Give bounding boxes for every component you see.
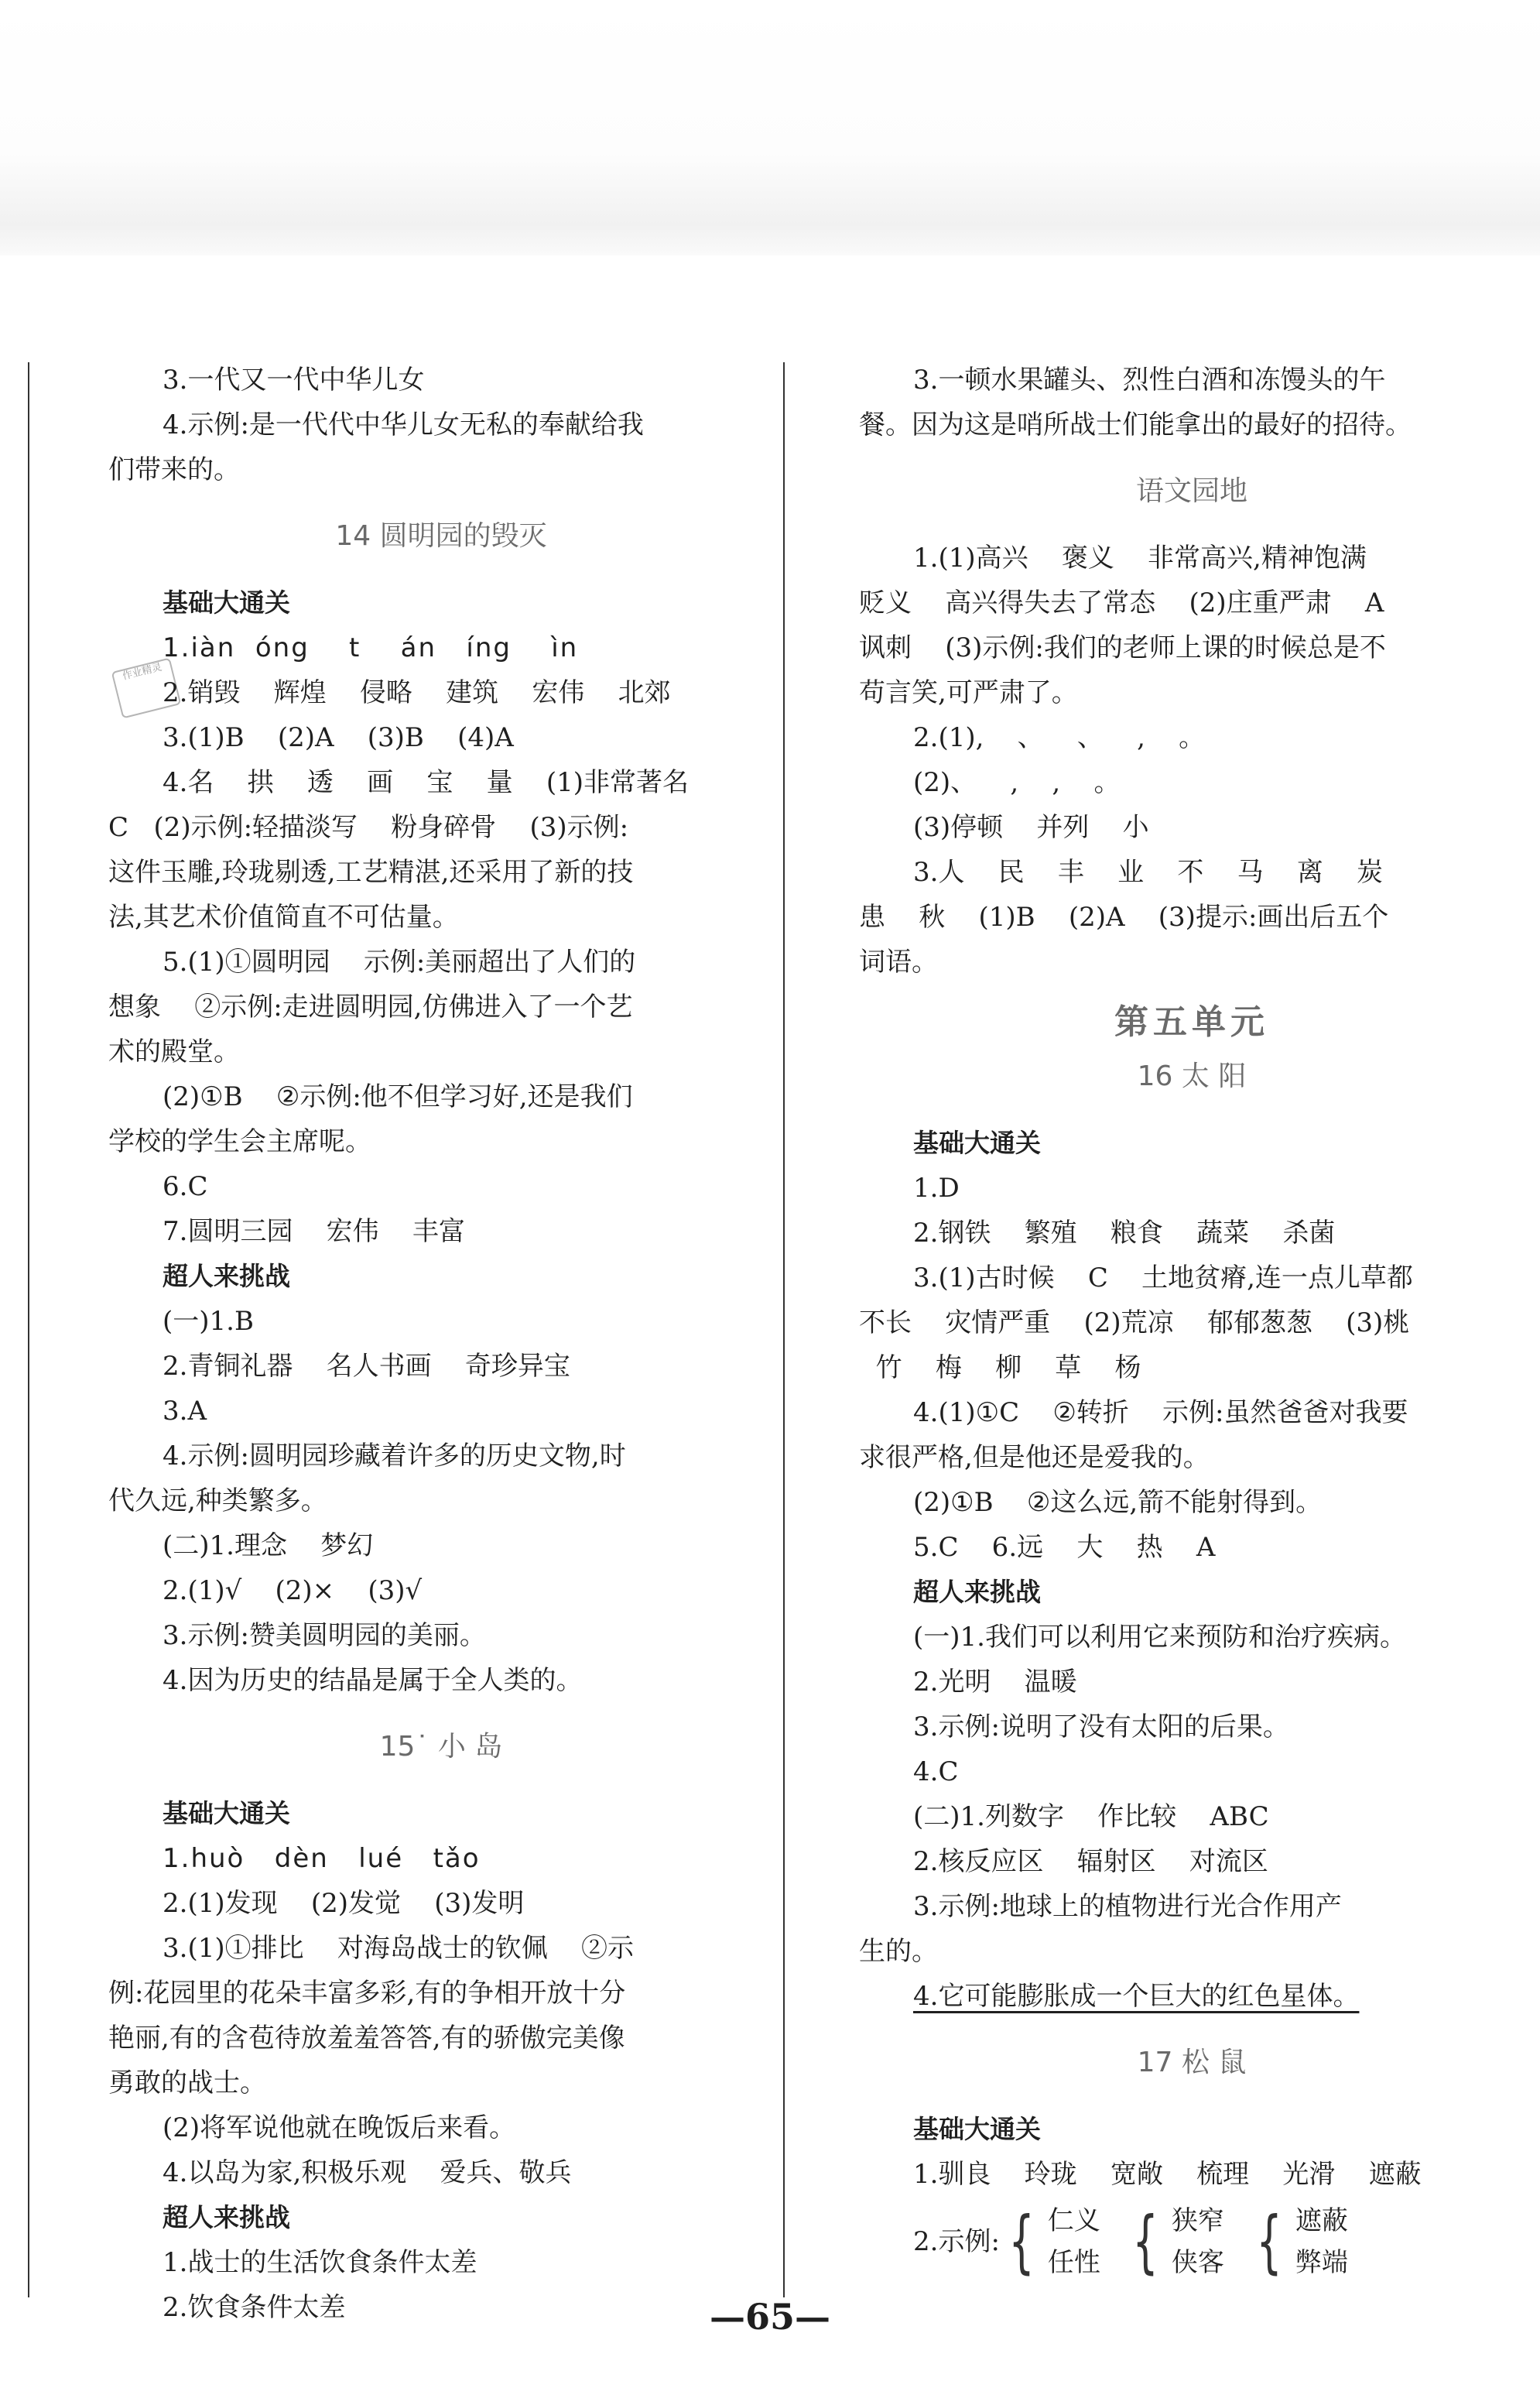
sec14-line: 2.青铜礼器 名人书画 奇珍异宝 — [163, 1351, 570, 1382]
sec16-line: 4.它可能膨胀成一个巨大的红色星体。 — [913, 1981, 1360, 2012]
brace-word: 弊端 — [1295, 2247, 1348, 2278]
sec15-line: 2.(1)发现 (2)发觉 (3)发明 — [163, 1888, 525, 1919]
sec16-line: 1.D — [913, 1173, 960, 1204]
sec14-line: 5.(1)①圆明园 示例:美丽超出了人们的 — [163, 947, 636, 978]
sec15-line: 1.战士的生活饮食条件太差 — [163, 2247, 477, 2278]
section-16-body — [859, 1121, 1525, 2019]
yuwen-line: 患 秋 (1)B (2)A (3)提示:画出后五个 — [859, 902, 1389, 933]
brace-word: 侠客 — [1171, 2247, 1224, 2278]
sec15-line: 勇敢的战士。 — [108, 2068, 266, 2098]
brace-group — [1124, 2200, 1224, 2283]
brace-icon: { — [1132, 2201, 1158, 2281]
sec16-line: (2)①B ②这么远,箭不能射得到。 — [913, 1487, 1323, 1518]
section-14-body — [108, 581, 774, 1703]
yuwen-line: (3)停顿 并列 小 — [913, 812, 1149, 843]
right-intro-line: 3.一顿水果罐头、烈性白酒和冻馒头的午 — [913, 365, 1386, 396]
right-intro-line: 餐。因为这是哨所战士们能拿出的最好的招待。 — [859, 409, 1412, 440]
sec14-line: 6.C — [163, 1171, 208, 1202]
section-title-14: 14 圆明园的毁灭 — [335, 520, 547, 552]
yuwen-line: 2.(1), 、 、 , 。 — [913, 722, 1206, 753]
sec17-line: 1.驯良 玲珑 宽敞 梳理 光滑 遮蔽 — [913, 2159, 1422, 2190]
sec14-line: C (2)示例:轻描淡写 粉身碎骨 (3)示例: — [108, 812, 629, 843]
brace-word: 遮蔽 — [1295, 2205, 1348, 2236]
right-intro-lines — [859, 358, 1525, 447]
brace-icon: { — [1256, 2201, 1282, 2281]
left-margin-rule — [28, 362, 29, 2297]
left-column — [108, 358, 774, 2330]
sec14-line: 超人来挑战 — [163, 1261, 290, 1291]
sec16-line: (二)1.列数字 作比较 ABC — [913, 1801, 1269, 1832]
stamp-text: 作业精灵 — [121, 661, 163, 683]
sec16-line: 3.(1)古时候 C 土地贫瘠,连一点儿草都 — [913, 1262, 1413, 1293]
sec16-line: 5.C 6.远 大 热 A — [913, 1532, 1216, 1563]
left-intro-line: 3.一代又一代中华儿女 — [163, 365, 425, 396]
sec14-line: 2.(1)√ (2)× (3)√ — [163, 1575, 423, 1606]
sec16-line: 超人来挑战 — [913, 1577, 1041, 1607]
sec15-line: 2.饮食条件太差 — [163, 2292, 346, 2323]
sec14-line: (二)1.理念 梦幻 — [163, 1530, 374, 1561]
left-intro-lines — [108, 358, 774, 492]
sec14-line: 法,其艺术价值简直不可估量。 — [108, 902, 459, 933]
sec14-line: 基础大通关 — [163, 588, 290, 618]
sec16-line: 4.C — [913, 1756, 959, 1787]
section-17-body — [859, 2107, 1525, 2197]
yuwen-line: 词语。 — [859, 947, 938, 978]
sec14-line: 3.(1)B (2)A (3)B (4)A — [163, 722, 514, 753]
sec16-line: (一)1.我们可以利用它来预防和治疗疾病。 — [913, 1622, 1406, 1653]
brace-icon: { — [1008, 2201, 1035, 2281]
yuwen-line: 1.(1)高兴 褒义 非常高兴,精神饱满 — [913, 543, 1367, 574]
left-intro-line: 们带来的。 — [108, 454, 240, 485]
sec16-line: 3.示例:地球上的植物进行光合作用产 — [913, 1891, 1342, 1922]
sec14-line: 4.名 拱 透 画 宝 量 (1)非常著名 — [163, 767, 689, 798]
sec15-line: (2)将军说他就在晚饭后来看。 — [163, 2112, 516, 2143]
page-number: —65— — [709, 2296, 830, 2338]
sec14-line: 代久远,种类繁多。 — [108, 1485, 327, 1516]
sec16-line: 2.核反应区 辐射区 对流区 — [913, 1846, 1268, 1877]
sec15-line: 艳丽,有的含苞待放羞羞答答,有的骄傲完美像 — [108, 2023, 625, 2054]
q2-prefix: 2.示例: — [913, 2226, 1000, 2257]
brace-word: 任性 — [1047, 2247, 1100, 2278]
sec14-line: 3.示例:赞美圆明园的美丽。 — [163, 1620, 486, 1651]
brace-groups — [1000, 2200, 1371, 2283]
section-title-yuwen: 语文园地 — [1135, 475, 1247, 507]
section-title-17: 17 松 鼠 — [1137, 2047, 1247, 2078]
sec14-line: 术的殿堂。 — [108, 1036, 240, 1067]
sec16-line: 3.示例:说明了没有太阳的后果。 — [913, 1711, 1289, 1742]
sec16-line: 生的。 — [859, 1936, 938, 1967]
sec16-line: 竹 梅 柳 草 杨 — [859, 1352, 1141, 1383]
yuwen-line: 讽刺 (3)示例:我们的老师上课的时候总是不 — [859, 632, 1386, 663]
yuwen-line: 贬义 高兴得失去了常态 (2)庄重严肃 A — [859, 588, 1384, 618]
section-title-16: 16 太 阳 — [1137, 1060, 1247, 1092]
sec16-line: 2.钢铁 繁殖 粮食 蔬菜 杀菌 — [913, 1218, 1336, 1249]
sec16-line: 4.(1)①C ②转折 示例:虽然爸爸对我要 — [913, 1397, 1408, 1428]
sec14-line: 7.圆明三园 宏伟 丰富 — [163, 1216, 465, 1247]
sec14-line: 学校的学生会主席呢。 — [108, 1126, 371, 1157]
sec14-line: (2)①B ②示例:他不但学习好,还是我们 — [163, 1081, 633, 1112]
sec16-line: 求很严格,但是他还是爱我的。 — [859, 1442, 1210, 1473]
sec14-line: 1.iàn óng t án íng ìn — [163, 632, 579, 663]
right-column — [859, 358, 1525, 2287]
scan-top-margin — [0, 0, 1540, 255]
sec16-line: 基础大通关 — [913, 1128, 1041, 1158]
brace-group — [1000, 2200, 1100, 2283]
brace-word: 仁义 — [1047, 2205, 1100, 2236]
sec14-line: 3.A — [163, 1396, 207, 1427]
yuwen-body — [859, 536, 1525, 985]
sec14-line: (一)1.B — [163, 1306, 254, 1337]
sec15-line: 4.以岛为家,积极乐观 爱兵、敬兵 — [163, 2157, 572, 2188]
column-divider — [783, 362, 785, 2297]
sec16-line: 不长 灾情严重 (2)荒凉 郁郁葱葱 (3)桃 — [859, 1307, 1410, 1338]
sec14-line: 4.示例:圆明园珍藏着许多的历史文物,时 — [163, 1441, 626, 1471]
sec14-line: 想象 ②示例:走进圆明园,仿佛进入了一个艺 — [108, 992, 633, 1023]
section-title-15: 15˙ 小 岛 — [379, 1731, 503, 1763]
left-intro-line: 4.示例:是一代代中华儿女无私的奉献给我 — [163, 409, 644, 440]
unit-title: 第五单元 — [1114, 1002, 1269, 1042]
sec15-line: 3.(1)①排比 对海岛战士的钦佩 ②示 — [163, 1933, 635, 1964]
sec15-line: 例:花园里的花朵丰富多彩,有的争相开放十分 — [108, 1978, 626, 2009]
yuwen-line: 3.人 民 丰 业 不 马 离 炭 — [913, 857, 1384, 888]
sec14-line: 这件玉雕,玲珑剔透,工艺精湛,还采用了新的技 — [108, 857, 634, 888]
brace-group — [1247, 2200, 1348, 2283]
sec17-line: 基础大通关 — [913, 2114, 1041, 2144]
sec15-line: 1.huò dèn lué tǎo — [163, 1843, 481, 1874]
yuwen-line: 苟言笑,可严肃了。 — [859, 677, 1078, 708]
sec14-line: 4.因为历史的结晶是属于全人类的。 — [163, 1665, 583, 1696]
sec15-line: 基础大通关 — [163, 1798, 290, 1828]
synonym-braces — [859, 2197, 1525, 2287]
section-15-body — [108, 1791, 774, 2330]
sec14-line: 2.销毁 辉煌 侵略 建筑 宏伟 北郊 — [163, 677, 671, 708]
yuwen-line: (2)、 , , 。 — [913, 767, 1121, 798]
sec16-line: 2.光明 温暖 — [913, 1667, 1077, 1698]
sec15-line: 超人来挑战 — [163, 2202, 290, 2232]
brace-word: 狭窄 — [1171, 2205, 1224, 2236]
